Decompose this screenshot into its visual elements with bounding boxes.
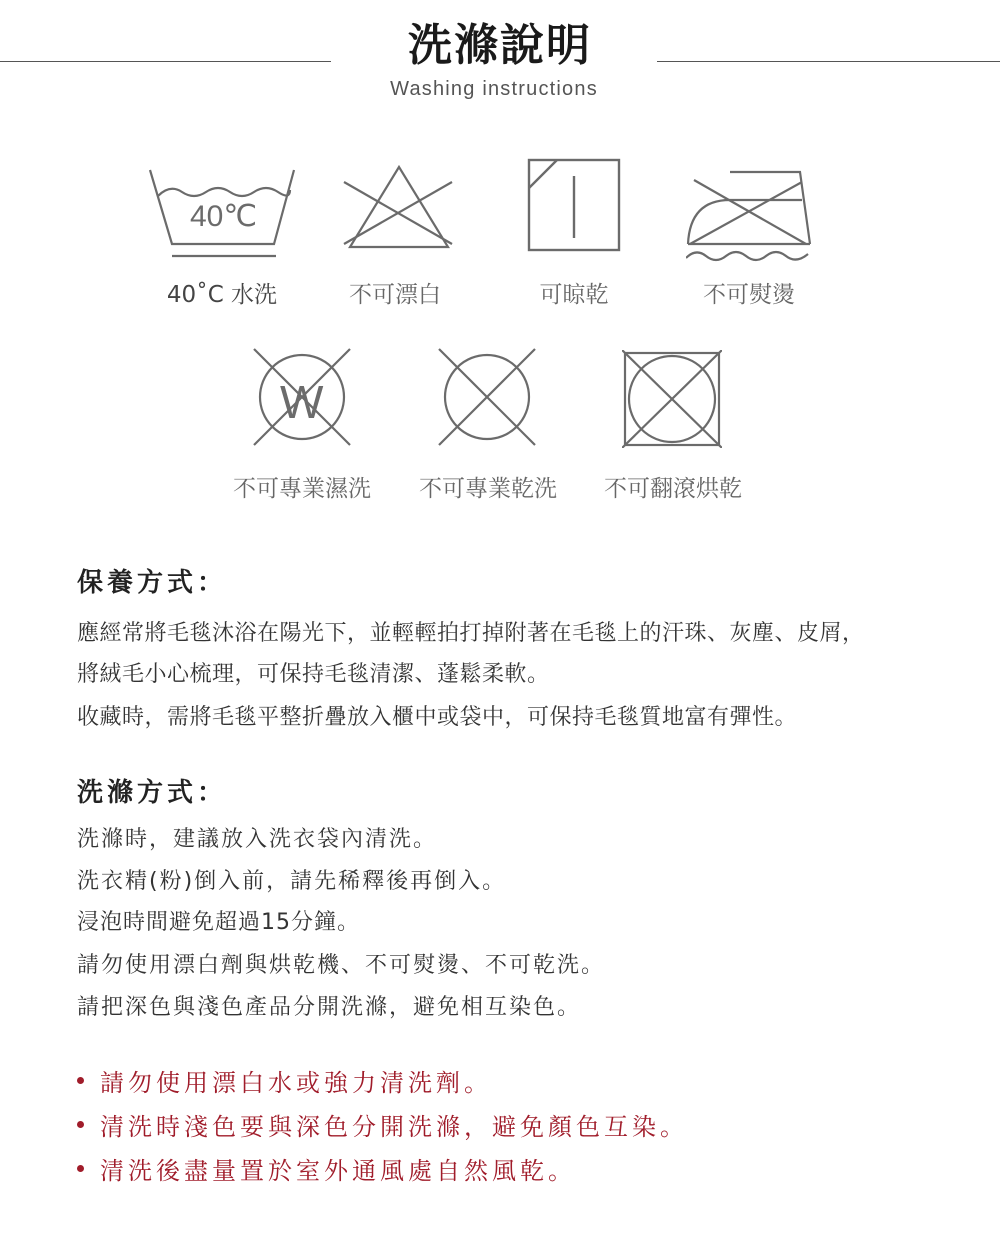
warning-text: 清洗後盡量置於室外通風處自然風乾。 — [100, 1156, 576, 1185]
label-no-tumble-dry: 不可翻滾烘乾 — [604, 476, 742, 502]
label-no-dry-clean: 不可專業乾洗 — [419, 476, 557, 502]
wash-method-line: 洗滌時，建議放入洗衣袋內清洗。 — [77, 827, 438, 852]
warning-item — [77, 1146, 688, 1190]
warning-list — [77, 1058, 688, 1190]
no-iron-icon — [686, 168, 814, 262]
warning-item — [77, 1102, 688, 1146]
label-wash-40c: 40˚C 水洗 — [166, 282, 278, 308]
label-no-bleach: 不可漂白 — [349, 282, 441, 308]
label-line-dry: 可晾乾 — [539, 282, 609, 308]
wash-method-line: 浸泡時間避免超過15分鐘。 — [77, 910, 360, 935]
wash-method-line: 請勿使用漂白劑與烘乾機、不可熨燙、不可乾洗。 — [77, 953, 606, 978]
care-method-line: 應經常將毛毯沐浴在陽光下，並輕輕拍打掉附著在毛毯上的汗珠、灰塵、皮屑， — [77, 621, 865, 646]
svg-text:40℃: 40℃ — [190, 200, 258, 233]
care-method-line: 收藏時，需將毛毯平整折疊放入櫃中或袋中，可保持毛毯質地富有彈性。 — [77, 705, 798, 730]
label-no-wet-clean: 不可專業濕洗 — [233, 476, 371, 502]
wash-40c-icon — [148, 168, 298, 260]
svg-text:W: W — [280, 376, 324, 428]
no-wet-clean-icon — [252, 346, 352, 448]
bullet-dot-icon — [77, 1121, 84, 1128]
label-no-iron: 不可熨燙 — [703, 282, 795, 308]
wash-method-heading: 洗滌方式： — [77, 778, 228, 808]
care-method-line: 將絨毛小心梳理，可保持毛毯清潔、蓬鬆柔軟。 — [77, 662, 550, 687]
bullet-dot-icon — [77, 1165, 84, 1172]
wash-method-line: 請把深色與淺色產品分開洗滌，避免相互染色。 — [77, 995, 582, 1020]
no-dry-clean-icon — [437, 346, 537, 448]
warning-item — [77, 1058, 688, 1102]
page-subtitle: Washing instructions — [390, 78, 598, 100]
warning-text: 請勿使用漂白水或強力清洗劑。 — [100, 1068, 492, 1097]
no-tumble-dry-icon — [622, 350, 722, 448]
care-method-heading: 保養方式： — [77, 568, 228, 598]
line-dry-icon — [527, 158, 621, 252]
bullet-dot-icon — [77, 1077, 84, 1084]
wash-method-line: 洗衣精(粉)倒入前，請先稀釋後再倒入。 — [77, 869, 507, 894]
warning-text: 清洗時淺色要與深色分開洗滌，避免顏色互染。 — [100, 1112, 688, 1141]
page-title: 洗滌說明 — [408, 20, 592, 71]
no-bleach-icon — [342, 164, 456, 250]
